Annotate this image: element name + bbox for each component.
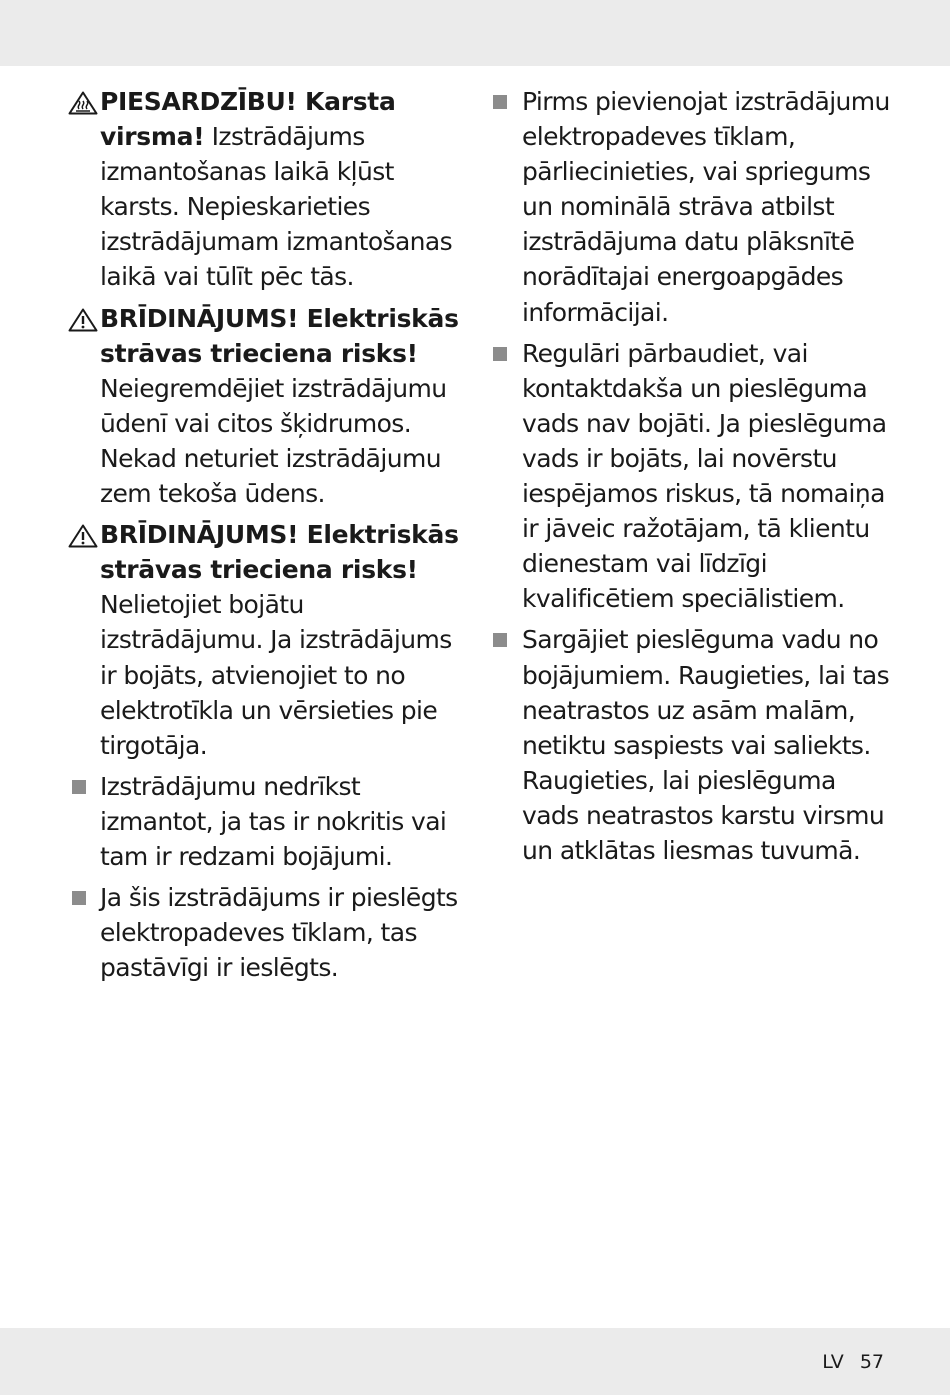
list-item <box>66 769 470 874</box>
warning-text: Neiegremdējiet izstrādājumu ūdenī vai citos šķidrumos. Nekad neturiet izstrādājumu zem tekoša ūdens. <box>100 373 447 509</box>
caution-hot-surface <box>66 84 470 295</box>
hot-surface-warning-icon <box>68 91 98 115</box>
right-column <box>490 84 890 874</box>
list-item-text: Pirms pievienojat izstrādājumu elektropadeves tīklam, pārliecinieties, vai spriegums un nominālā strāva atbilst izstrādājuma datu plāksnītē norādītajai energoapgādes informācijai. <box>522 87 890 327</box>
warning-triangle-icon <box>68 524 98 548</box>
warning-heading: BRĪDINĀJUMS! Elektriskās strāvas trieciena risks! <box>100 520 459 585</box>
square-bullet-icon <box>493 633 507 647</box>
list-item-text: Izstrādājumu nedrīkst izmantot, ja tas ir nokritis vai tam ir redzami bojājumi. <box>100 771 447 871</box>
page-footer <box>822 1351 884 1373</box>
left-column <box>66 84 470 991</box>
warning-electric-shock-2 <box>66 517 470 763</box>
square-bullet-icon <box>493 347 507 361</box>
page-number: 57 <box>859 1351 884 1373</box>
list-item <box>490 622 890 868</box>
list-item <box>490 336 890 617</box>
square-bullet-icon <box>72 780 86 794</box>
bottom-band <box>0 1328 950 1395</box>
square-bullet-icon <box>72 891 86 905</box>
list-item-text: Regulāri pārbaudiet, vai kontaktdakša un pieslēguma vads nav bojāti. Ja pieslēguma vads ir bojāts, lai novērstu iespējamos riskus, tā nomaiņa ir jāveic ražotājam, tā klientu dienestam vai līdzīgi kvalificētiem speciālistiem. <box>522 338 887 614</box>
caution-heading: PIESARDZĪBU! Karsta virsma! <box>100 87 396 152</box>
warning-text: Nelietojiet bojātu izstrādājumu. Ja izstrādājums ir bojāts, atvienojiet to no elektrotīkla un vērsieties pie tirgotāja. <box>100 590 452 760</box>
warning-electric-shock-1 <box>66 301 470 512</box>
caution-text: Izstrādājums izmantošanas laikā kļūst karsts. Nepieskarieties izstrādājumam izmantošanas laikā vai tūlīt pēc tās. <box>100 122 453 292</box>
top-band <box>0 0 950 66</box>
list-item <box>66 880 470 985</box>
language-code: LV <box>822 1351 844 1373</box>
list-item <box>490 84 890 330</box>
list-item-text: Sargājiet pieslēguma vadu no bojājumiem. Raugieties, lai tas neatrastos uz asām malām, netiktu saspiests vai saliekts. Raugieties, lai pieslēguma vads neatrastos karstu virsmu un atklātas liesmas tuvumā. <box>522 625 890 865</box>
warning-triangle-icon <box>68 308 98 332</box>
square-bullet-icon <box>493 95 507 109</box>
warning-heading: BRĪDINĀJUMS! Elektriskās strāvas trieciena risks! <box>100 303 459 368</box>
list-item-text: Ja šis izstrādājums ir pieslēgts elektropadeves tīklam, tas pastāvīgi ir ieslēgts. <box>100 883 458 983</box>
